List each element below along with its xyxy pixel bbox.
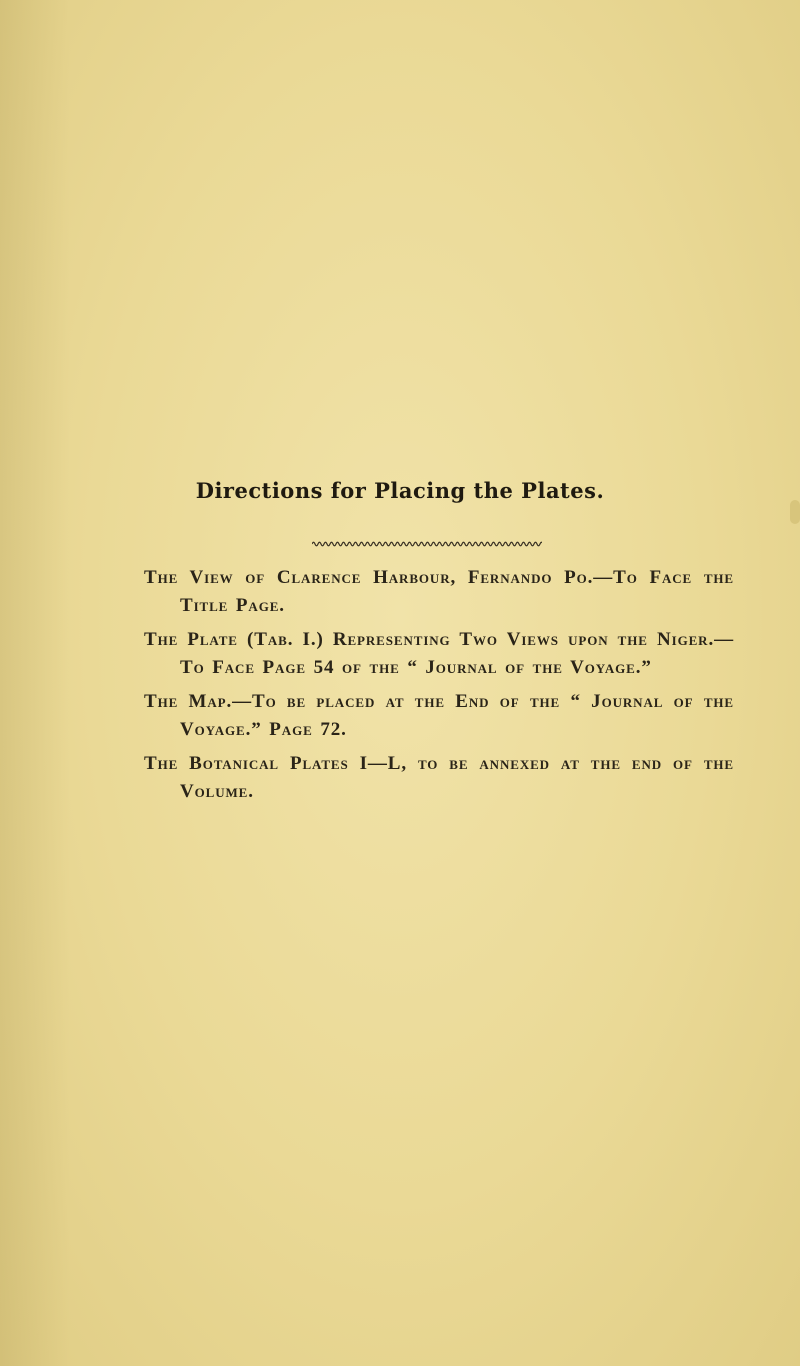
plate-directions-list (144, 564, 734, 812)
decorative-wavy-rule (312, 540, 542, 548)
page-title: Directions for Placing the Plates. (195, 478, 605, 503)
page-edge-shading (0, 0, 70, 1366)
plate-entry: The Plate (Tab. I.) Representing Two Views upon the Niger.— To Face Page 54 of the “ Journal of the Voyage.” (144, 629, 734, 678)
paper-blemish (790, 500, 800, 524)
plate-entry: The Botanical Plates I—L, to be annexed at the end of the Volume. (144, 753, 734, 802)
plate-entry: The View of Clarence Harbour, Fernando Po.—To Face the Title Page. (144, 567, 734, 616)
plate-entry: The Map.—To be placed at the End of the “ Journal of the Voyage.” Page 72. (144, 691, 734, 740)
